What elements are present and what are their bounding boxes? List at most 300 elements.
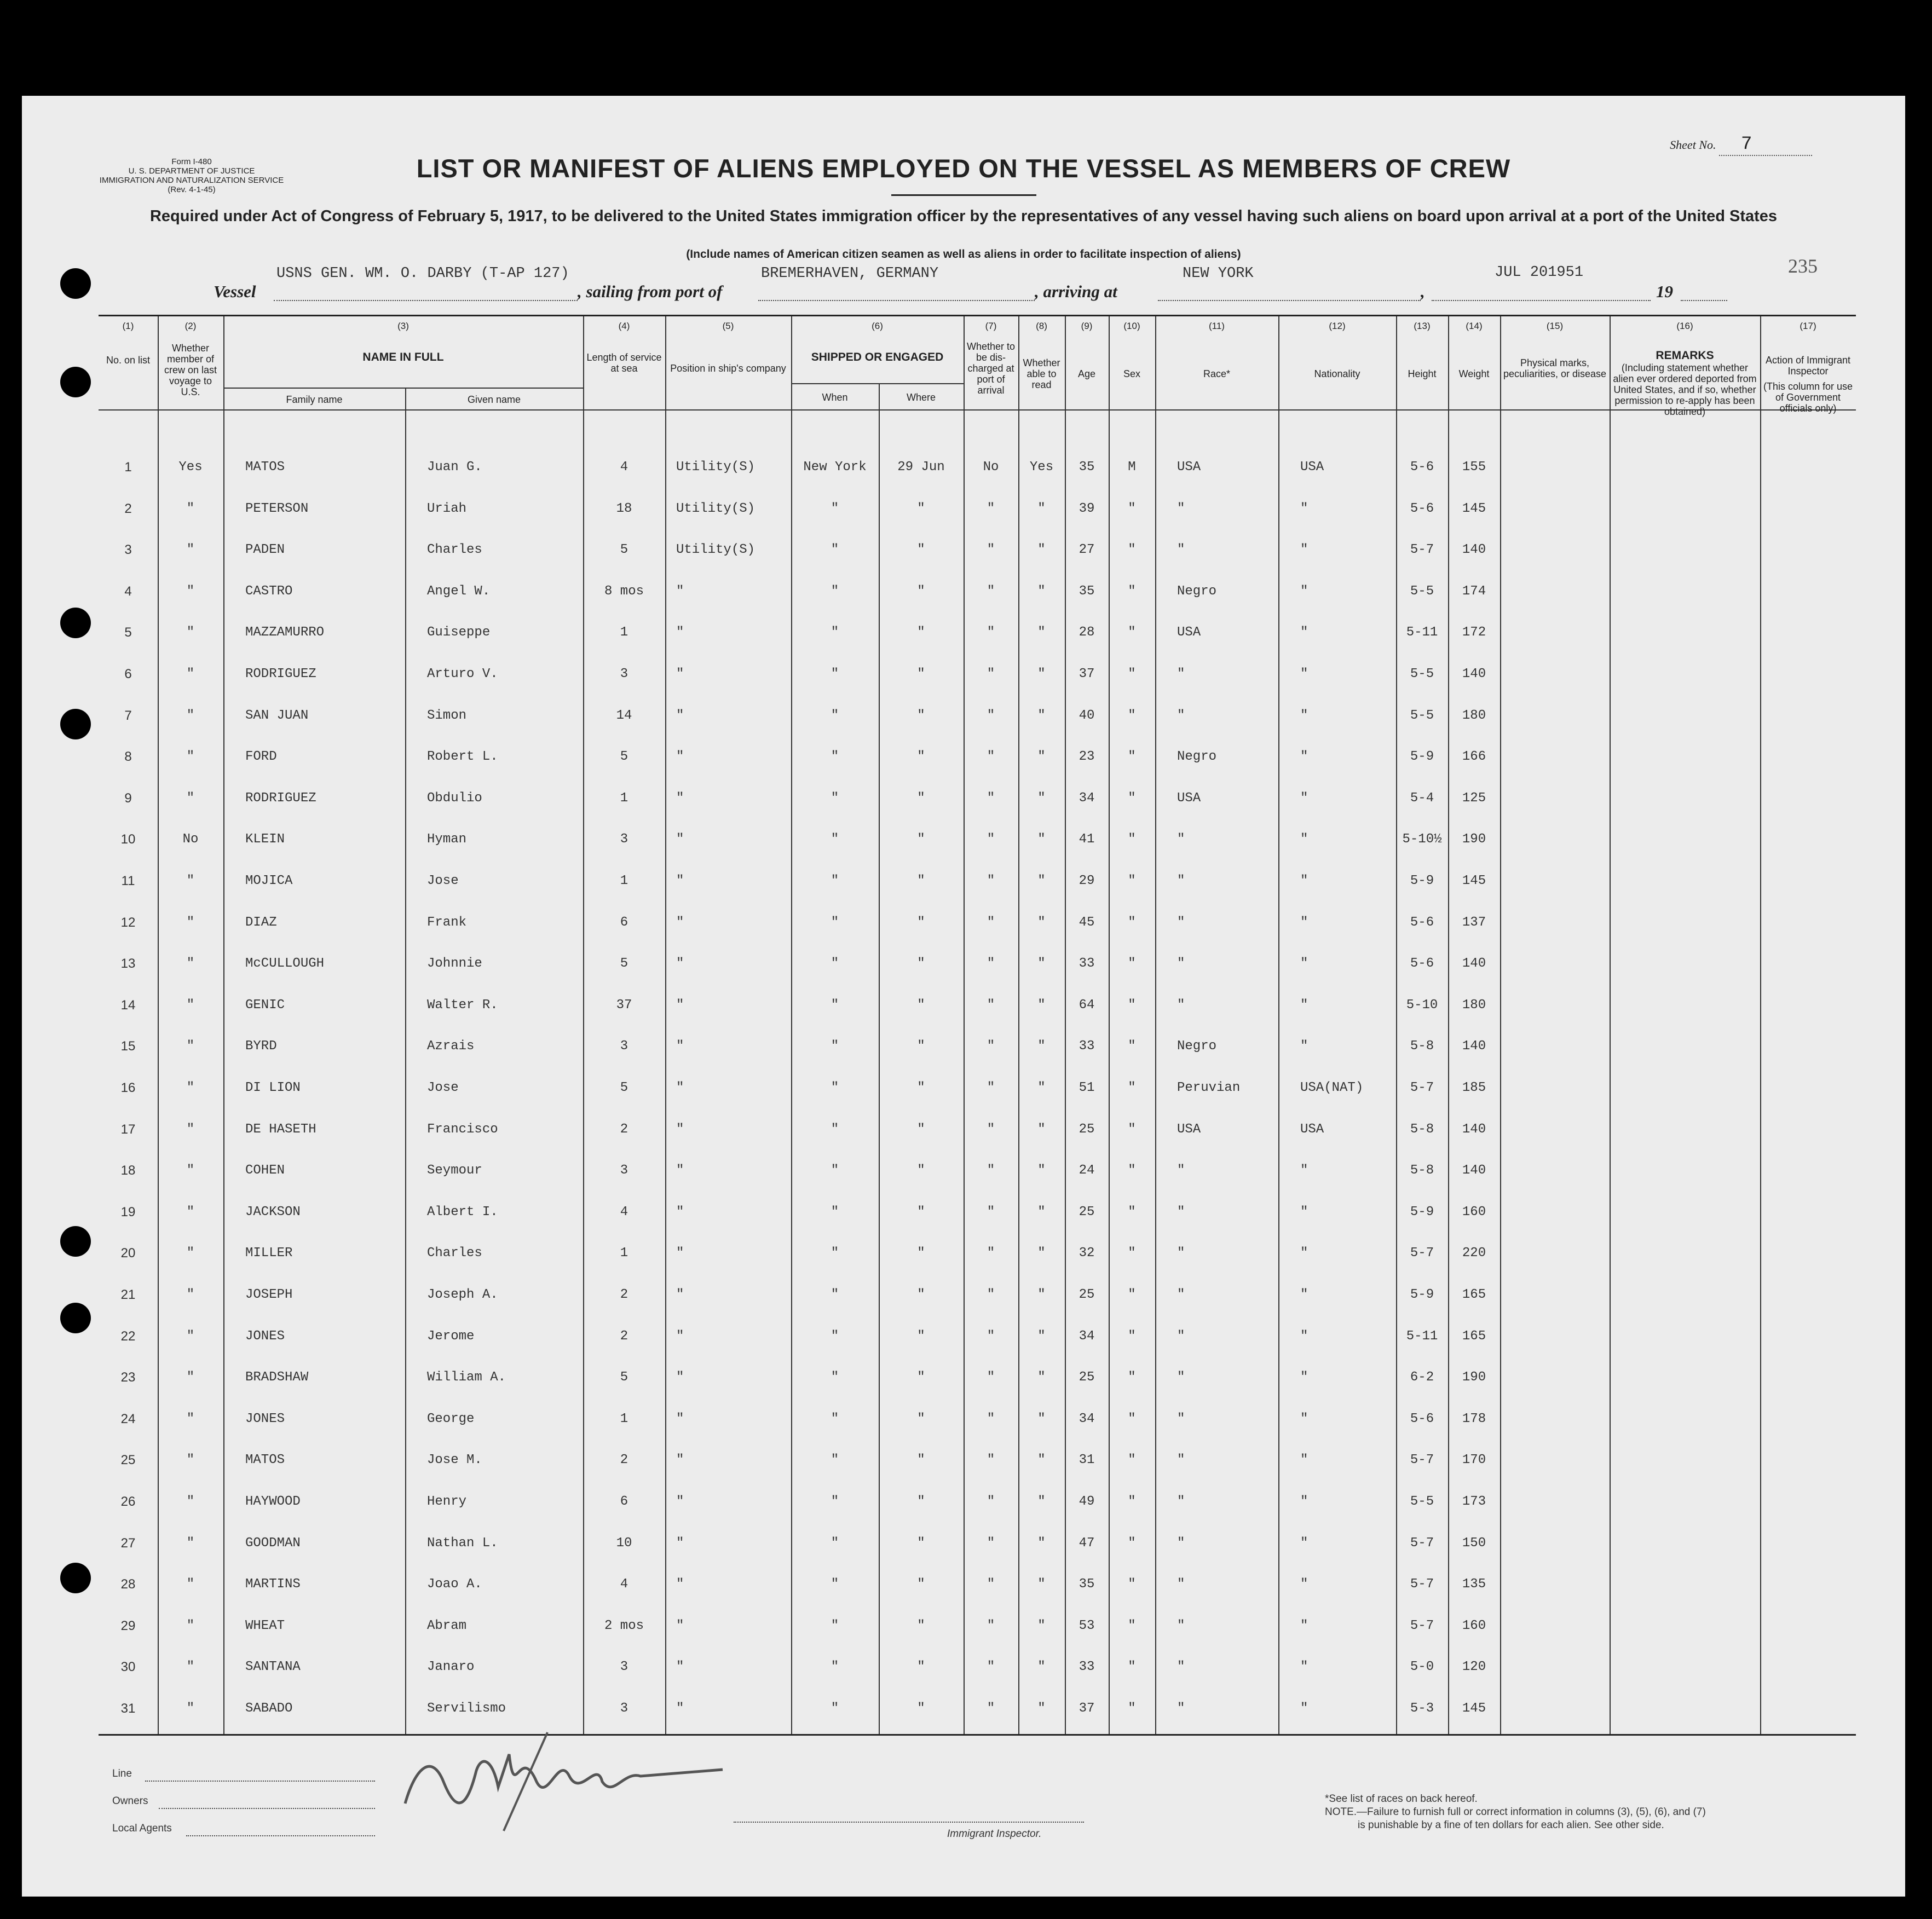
cell-position: " [676,1039,684,1054]
cell-nat: " [1300,956,1308,972]
cell-nat: " [1300,708,1308,723]
cell-age: 34 [1079,1411,1095,1426]
cell-family: FORD [245,749,277,765]
cell-length: 3 [620,1701,628,1716]
cell-position: " [676,625,684,640]
cell-read: " [1037,1122,1046,1137]
cell-given: Juan G. [427,460,482,475]
cell-when: " [831,1163,839,1178]
cell-disch: " [987,1411,995,1426]
cell-race: " [1177,1328,1185,1344]
cell-read: " [1037,1204,1046,1219]
cell-no: 27 [120,1535,136,1551]
cell-prev: " [186,997,195,1013]
cell-read: " [1037,1039,1046,1054]
cell-length: 8 mos [604,583,644,599]
cell-length: 3 [620,667,628,681]
cell-no: 10 [120,832,136,847]
cell-prev: Yes [178,460,203,475]
cell-family: KLEIN [245,832,285,847]
cell-sex: " [1128,708,1136,723]
cell-disch: " [987,1204,995,1219]
form-department: U. S. DEPARTMENT OF JUSTICE [128,166,255,176]
page-subtitle: Required under Act of Congress of February 5, 1917, to be delivered to the United States immigration officer by the representatives of any vessel having such aliens on board upon arrival at a port of the United States [149,207,1778,225]
cell-height: 6-2 [1410,1370,1434,1385]
cell-where: " [917,1163,925,1178]
cell-when: " [831,1453,839,1468]
cell-nat: " [1300,1204,1308,1219]
cell-weight: 178 [1462,1411,1486,1426]
column-number: (14) [1466,321,1483,331]
cell-length: 6 [620,1494,628,1509]
cell-prev: " [186,667,195,681]
cell-length: 3 [620,832,628,847]
cell-length: 4 [620,1577,628,1592]
cell-where: " [917,501,925,516]
column-rule [1448,316,1449,1734]
cell-prev: " [186,1370,195,1385]
column-number: (6) [872,321,883,331]
cell-disch: " [987,1370,995,1385]
cell-sex: " [1128,1453,1136,1468]
cell-given: Joseph A. [427,1287,498,1302]
cell-disch: " [987,832,995,847]
cell-when: " [831,956,839,972]
cell-race: " [1177,1701,1185,1716]
header-rule [99,409,1856,411]
fine-note-cont: is punishable by a fine of ten dollars for each alien. See other side. [1358,1819,1664,1831]
cell-height: 5-7 [1410,1577,1434,1592]
cell-when: " [831,1246,839,1261]
cell-family: WHEAT [245,1618,285,1633]
agents-dotline [186,1834,375,1836]
cell-sex: " [1128,542,1136,558]
cell-no: 12 [120,915,136,930]
cell-race: USA [1177,625,1201,640]
header-remarks: REMARKS [1656,349,1714,362]
cell-read: " [1037,1370,1046,1385]
cell-length: 5 [620,749,628,765]
cell-length: 18 [616,501,632,516]
cell-sex: " [1128,1618,1136,1633]
cell-disch: " [987,1453,995,1468]
cell-where: " [917,1246,925,1261]
races-note: *See list of races on back hereof. [1325,1793,1478,1805]
cell-length: 6 [620,915,628,930]
cell-where: " [917,997,925,1013]
punch-hole [60,608,91,638]
cell-nat: USA(NAT) [1300,1080,1364,1095]
cell-nat: " [1300,1453,1308,1468]
cell-nat: " [1300,1246,1308,1261]
cell-family: JONES [245,1411,285,1426]
cell-race: " [1177,874,1185,888]
cell-prev: " [186,790,195,806]
cell-prev: " [186,1618,195,1633]
cell-sex: " [1128,1701,1136,1716]
cell-nat: " [1300,1163,1308,1178]
column-rule [1065,316,1066,1734]
cell-sex: " [1128,501,1136,516]
cell-length: 2 [620,1328,628,1344]
cell-no: 23 [120,1370,136,1385]
cell-length: 1 [620,1411,628,1426]
cell-given: Robert L. [427,749,498,765]
cell-when: " [831,1080,839,1095]
column-rule [1760,316,1761,1734]
cell-position: " [676,1577,684,1592]
cell-disch: " [987,501,995,516]
cell-prev: No [182,832,199,847]
cell-read: " [1037,915,1046,930]
cell-sex: " [1128,915,1136,930]
cell-where: " [917,1535,925,1551]
cell-height: 5-7 [1410,1453,1434,1468]
cell-height: 5-8 [1410,1163,1434,1178]
cell-no: 29 [120,1618,136,1633]
cell-weight: 190 [1462,832,1486,847]
cell-read: " [1037,832,1046,847]
cell-no: 13 [120,956,136,972]
cell-age: 25 [1079,1122,1095,1137]
cell-where: 29 Jun [897,460,945,475]
cell-age: 34 [1079,1328,1095,1344]
cell-prev: " [186,1163,195,1178]
column-number: (4) [618,321,630,331]
header-no-on-list: No. on list [106,355,151,366]
cell-given: Jose [427,1080,459,1095]
cell-no: 4 [124,583,132,599]
cell-prev: " [186,1080,195,1095]
cell-position: " [676,708,684,723]
cell-weight: 165 [1462,1287,1486,1302]
cell-where: " [917,542,925,558]
cell-weight: 150 [1462,1535,1486,1551]
cell-given: Abram [427,1618,467,1633]
cell-where: " [917,1204,925,1219]
cell-height: 5-4 [1410,790,1434,806]
cell-prev: " [186,1701,195,1716]
cell-family: MAZZAMURRO [245,625,325,640]
cell-height: 5-6 [1410,1411,1434,1426]
cell-height: 5-6 [1410,915,1434,930]
cell-length: 1 [620,625,628,640]
cell-family: RODRIGUEZ [245,667,316,681]
cell-disch: " [987,542,995,558]
cell-height: 5-9 [1410,749,1434,765]
header-where: Where [906,392,936,403]
cell-weight: 180 [1462,708,1486,723]
stamp-number: 235 [1788,255,1818,277]
manifest-page [22,96,1905,1897]
cell-length: 5 [620,956,628,972]
cell-given: Nathan L. [427,1535,498,1551]
cell-disch: " [987,874,995,888]
cell-height: 5-5 [1410,708,1434,723]
cell-family: JACKSON [245,1204,301,1219]
cell-age: 37 [1079,667,1095,681]
cell-where: " [917,1039,925,1054]
cell-age: 27 [1079,542,1095,558]
column-number: (13) [1414,321,1431,331]
comma-sep: , [1421,282,1425,301]
cell-position: " [676,915,684,930]
cell-sex: " [1128,1039,1136,1054]
cell-position: " [676,1535,684,1551]
cell-where: " [917,956,925,972]
cell-when: " [831,583,839,599]
cell-position: " [676,1453,684,1468]
cell-read: " [1037,1701,1046,1716]
column-rule [964,316,965,1734]
cell-nat: " [1300,1287,1308,1302]
cell-height: 5-7 [1410,1535,1434,1551]
cell-family: DE HASETH [245,1122,316,1137]
header-height: Height [1408,368,1437,379]
cell-given: Jose [427,874,459,888]
fine-note: NOTE.—Failure to furnish full or correct information in columns (3), (5), (6), and (7) [1325,1806,1706,1818]
cell-given: Jerome [427,1328,475,1344]
cell-family: CASTRO [245,583,293,599]
cell-position: " [676,583,684,599]
cell-family: HAYWOOD [245,1494,301,1509]
cell-disch: " [987,1701,995,1716]
cell-when: " [831,1535,839,1551]
cell-sex: " [1128,1204,1136,1219]
header-race: Race* [1203,368,1231,379]
cell-sex: " [1128,956,1136,972]
vessel-dotline [274,298,578,301]
column-rule [583,316,584,1734]
cell-when: " [831,1494,839,1509]
cell-read: " [1037,667,1046,681]
cell-prev: " [186,1204,195,1219]
column-number: (5) [722,321,734,331]
cell-when: " [831,832,839,847]
cell-given: Hyman [427,832,467,847]
cell-disch: " [987,1039,995,1054]
cell-length: 14 [616,708,632,723]
column-rule [665,316,666,1734]
cell-weight: 173 [1462,1494,1486,1509]
column-number: (1) [122,321,134,331]
cell-weight: 160 [1462,1204,1486,1219]
cell-read: " [1037,749,1046,765]
cell-where: " [917,1411,925,1426]
cell-height: 5-10½ [1402,832,1442,847]
cell-family: JONES [245,1328,285,1344]
cell-disch: " [987,1163,995,1178]
cell-height: 5-9 [1410,1204,1434,1219]
cell-nat: " [1300,1328,1308,1344]
cell-when: " [831,1122,839,1137]
cell-race: " [1177,832,1185,847]
cell-no: 6 [124,667,132,681]
cell-nat: " [1300,1577,1308,1592]
cell-family: SANTANA [245,1660,301,1675]
line-dotline [145,1779,375,1782]
cell-position: " [676,1494,684,1509]
column-number: (11) [1209,321,1225,331]
cell-given: Servilismo [427,1701,506,1716]
agents-label: Local Agents [112,1823,172,1834]
cell-height: 5-11 [1406,1328,1438,1344]
cell-length: 2 [620,1453,628,1468]
cell-weight: 190 [1462,1370,1486,1385]
cell-where: " [917,1701,925,1716]
cell-no: 25 [120,1453,136,1468]
cell-family: BYRD [245,1039,277,1054]
cell-age: 41 [1079,832,1095,847]
cell-position: " [676,1701,684,1716]
cell-when: " [831,997,839,1013]
cell-read: " [1037,1246,1046,1261]
cell-when: " [831,874,839,888]
cell-disch: " [987,915,995,930]
cell-read: " [1037,1411,1046,1426]
cell-no: 14 [120,997,136,1013]
cell-read: " [1037,501,1046,516]
cell-family: DIAZ [245,915,277,930]
cell-no: 31 [120,1701,136,1716]
cell-race: " [1177,501,1185,516]
column-number: (10) [1123,321,1140,331]
cell-age: 33 [1079,1039,1095,1054]
cell-nat: " [1300,1411,1308,1426]
cell-no: 26 [120,1494,136,1509]
cell-age: 35 [1079,583,1095,599]
cell-when: " [831,501,839,516]
cell-height: 5-6 [1410,501,1434,516]
cell-family: RODRIGUEZ [245,790,316,806]
cell-disch: " [987,625,995,640]
column-number: (9) [1081,321,1093,331]
cell-length: 5 [620,542,628,558]
column-number: (8) [1036,321,1047,331]
cell-nat: " [1300,832,1308,847]
cell-given: Janaro [427,1660,475,1675]
cell-prev: " [186,1328,195,1344]
cell-length: 4 [620,460,628,475]
cell-given: Jose M. [427,1453,482,1468]
cell-length: 37 [616,997,632,1013]
cell-race: Negro [1177,583,1217,599]
cell-height: 5-11 [1406,625,1438,640]
cell-read: " [1037,1494,1046,1509]
header-action-inspector: Action of Immigrant Inspector [1765,355,1851,377]
arriving-dotline [1158,298,1421,301]
column-rule [1278,316,1279,1734]
cell-age: 25 [1079,1370,1095,1385]
cell-where: " [917,1122,925,1137]
cell-weight: 145 [1462,501,1486,516]
page-title: LIST OR MANIFEST OF ALIENS EMPLOYED ON THE VESSEL AS MEMBERS OF CREW [416,154,1511,183]
cell-when: " [831,1204,839,1219]
cell-position: Utility(S) [676,542,756,558]
cell-where: " [917,667,925,681]
cell-position: " [676,1370,684,1385]
cell-age: 64 [1079,997,1095,1013]
cell-family: McCULLOUGH [245,956,325,972]
cell-nat: " [1300,1618,1308,1633]
cell-where: " [917,1618,925,1633]
cell-prev: " [186,583,195,599]
cell-prev: " [186,915,195,930]
cell-position: " [676,1163,684,1178]
cell-nat: " [1300,790,1308,806]
cell-race: " [1177,997,1185,1013]
cell-family: SAN JUAN [245,708,309,723]
subheader-rule [791,383,964,384]
cell-disch: " [987,708,995,723]
cell-weight: 180 [1462,997,1486,1013]
cell-weight: 165 [1462,1328,1486,1344]
cell-weight: 160 [1462,1618,1486,1633]
form-service: IMMIGRATION AND NATURALIZATION SERVICE [99,176,284,185]
cell-read: " [1037,583,1046,599]
page-subnote: (Include names of American citizen seamen as well as aliens in order to facilitate inspection of aliens) [686,248,1241,261]
vessel-label: Vessel [214,282,256,301]
cell-height: 5-7 [1410,1080,1434,1095]
title-underline [891,194,1036,196]
cell-height: 5-9 [1410,1287,1434,1302]
arriving-label: , arriving at [1035,282,1117,301]
cell-when: " [831,1370,839,1385]
cell-age: 25 [1079,1287,1095,1302]
header-length-of-service: Length of service at sea [586,352,662,374]
cell-age: 45 [1079,915,1095,930]
cell-prev: " [186,874,195,888]
cell-no: 11 [121,874,135,888]
cell-no: 9 [124,790,132,806]
cell-sex: " [1128,1577,1136,1592]
cell-family: GOODMAN [245,1535,301,1551]
cell-given: Joao A. [427,1577,482,1592]
cell-race: " [1177,915,1185,930]
cell-sex: " [1128,874,1136,888]
cell-sex: " [1128,1494,1136,1509]
cell-read: " [1037,997,1046,1013]
cell-given: Henry [427,1494,467,1509]
cell-position: Utility(S) [676,501,756,516]
cell-read: " [1037,956,1046,972]
cell-where: " [917,708,925,723]
cell-read: " [1037,1618,1046,1633]
cell-height: 5-6 [1410,460,1434,475]
cell-height: 5-8 [1410,1039,1434,1054]
cell-read: " [1037,1453,1046,1468]
punch-hole [60,1226,91,1257]
cell-no: 18 [120,1163,136,1178]
cell-read: " [1037,1163,1046,1178]
cell-length: 3 [620,1163,628,1178]
cell-read: " [1037,542,1046,558]
cell-sex: " [1128,749,1136,765]
cell-disch: " [987,1660,995,1675]
cell-disch: " [987,1122,995,1137]
cell-read: " [1037,708,1046,723]
cell-race: " [1177,1618,1185,1633]
header-last-voyage: Whether member of crew on last voyage to U.S. [164,343,217,397]
cell-height: 5-3 [1410,1701,1434,1716]
header-able-to-read: Whether able to read [1023,357,1060,390]
arrival-date: JUL 201951 [1495,264,1584,281]
cell-age: 34 [1079,790,1095,806]
cell-given: Francisco [427,1122,498,1137]
cell-position: " [676,1660,684,1675]
cell-nat: " [1300,1660,1308,1675]
column-rule [158,316,159,1734]
